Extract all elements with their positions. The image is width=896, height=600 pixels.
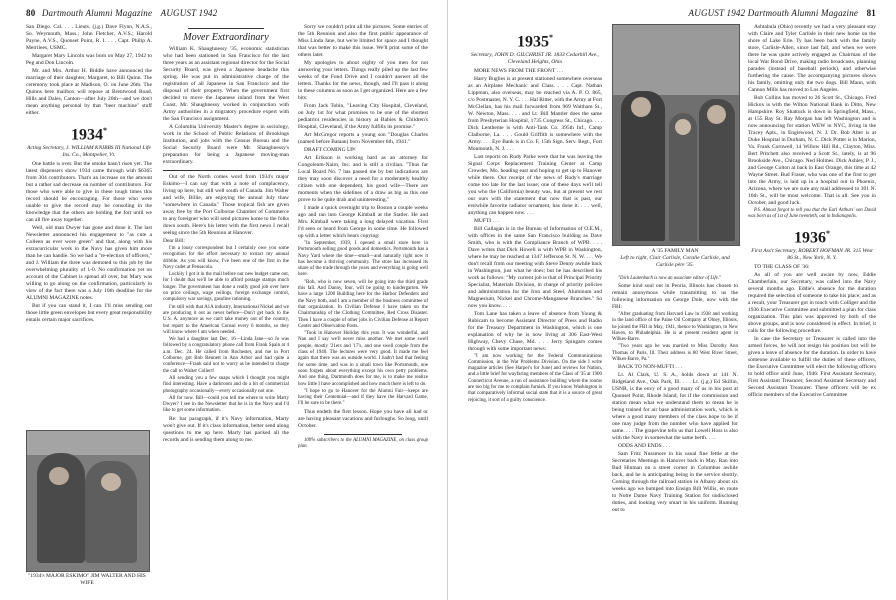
letter-paragraph: "I am now working for the Federal Communications Commission, in the War Problems Division. On the side I write magazine articles (See Harper's for June) and reviews for Nation, and a little brief for wayfaring members of the Class of '35 at 1900 Connecticut Avenue, a run of assistance building where the rooms are too big for me to complain furnish. If you know Washington is that comparatively informal social state that it is a source of great rejoicing, it sort of a guilty conscience. xyxy=(468,353,602,403)
photo-background xyxy=(613,25,739,95)
class-year: 1935 xyxy=(517,33,549,51)
letter-paragraph: I'm a lousy correspondent but I certainly owe you some recognition for the effort necessary to extract my annual dribble. As you will know, I've been one of the first in the Navy cadet at Pensacola. xyxy=(163,246,289,270)
letter-paragraph: "I hope to go to Hanover for the Alumni Fair—keeps are having their Centennial—and if they have the Harvard Game, I'll be sure to be there." xyxy=(298,388,428,407)
paragraph: Re: bar paragraph, if it's Navy information, Marty won't give out. If it's class information, better send along questions to me up here. Marty has packed all the records and is sending them along to me. xyxy=(163,415,289,443)
letter-paragraph: "Two years ago he was married to Miss Dorothy Ann Thomas of Paris, Ill. Their address is 80 West River Street, Wilkes-Barre, Pa." xyxy=(612,344,738,363)
right-running-head xyxy=(683,8,876,18)
paragraph: Last reports on Rudy Parke were that he was leaving the Signal Corps Replacement Training Center at Camp Crowder, Mo. heading east and hoping to get up to Hanover while there. Our receipt of the news of Rudy's marriage come too late for the last issue; one of these days we'll tell you who the (California) beauty was, but at present we rest our ours with the statement that now that is past, our erstwhile favorite radiator ornament, has done it. . . . well, anything can happen now. . . . xyxy=(468,153,602,216)
paragraph: From Jack Tobin, "Leaving City Hospital, Cleveland, on July 1st for what promises to be one of the shortest pediatrics residencies in history at Babies & Children's Hospital, Cleveland, if the Army fulfills its promise." xyxy=(298,103,428,130)
column-6 xyxy=(748,24,876,400)
letter-paragraph: We had a daughter last Dec. 16—Linda Jane—so Jo was followed by a congratulatory phone call from Frank Spain at 4 a.m. Dec. 24. He called from Rochester, and me in Port Colborne, got Bob Bennett in Ann Arbor and had quite a conference—Frank said not to worry as he intended to charge the call to Walter Collect! xyxy=(163,337,289,374)
class-1934-secretary: Acting Secretary, J. WILLIAM KNIBBS III National Life Ins. Co., Montpelier, Vt. xyxy=(27,145,151,158)
letter-paragraph: "Bob, who is now seven, will be going into the third grade this fall. And Danny, four, will be going to kindergarten. We have a large 1200 Building here for the Harbor Defenders and the Navy both, and I am a member of the business committee of that organization. In Civilian Defense I have taken on the Chairmanship of the Clothing Committee, Red Cross Disaster. Then I have a couple of other jobs in Civilian Defense at Report Center and Observation Posts. xyxy=(298,279,428,329)
paragraph: Thus endeth the first lesson. Hope you have all had or are having pleasant vacations and furloughs. So long, until October. xyxy=(298,408,428,429)
paragraph: Bill Gallagan is in the Bureau of Information of O.E.M., with offices in the same San Francisco building as Dave Smith, who is with the Compliance Branch of WPB. . . . Dave writes that Dick Howell is with WPB in Washington, where he may be reached at 1347 Jefferson St. N. W. . . . We don't recall from our meeting with Steve Denny awhile back in Washington, just what he does; but he has described his work as follows: "My current job is that of Principal Priority Specialist, Materials Division, in charge of priority policies and administration for the Iron and Steel, Aluminum and Magnesium, Nickel and Chrome-Manganese Branches." So now you know. . . . xyxy=(468,225,602,309)
left-magazine-title: Dartmouth Alumni Magazine xyxy=(41,8,153,18)
letter-paragraph: "In September, 1939, I opened a small store here in Portsmouth selling good goods and domestics. Portsmouth has a Navy Yard where the time—small—and naturally right now it has become a thriving community. The store has increased its share of the trade through the years and everything is going well here. xyxy=(298,241,428,278)
paragraph: Sam Fritz Nussmore in his usual fine fettle at the Secretaries Meetings in Hanover back in May. Ran into Bud Hinman on a street corner in Columbus awhile back, and he is anticipating being in the service shortly. Coming through the railroad station in Albany about six weeks ago we bumped into Ensign Bill Willis, en route to Notre Dame Navy Training Station for undisclosed duties, and looking very smart in his uniform. Running out to xyxy=(612,451,738,514)
family-photo xyxy=(612,24,740,246)
left-issue-month: AUGUST 1942 xyxy=(160,8,218,18)
family-photo-caption xyxy=(612,248,738,269)
paragraph: But if you can stand it, I can. I'll miss sending out those little green envelopes but every great responsibility entails certain major sacrifices. xyxy=(26,302,152,323)
column-4 xyxy=(468,24,602,405)
column-1 xyxy=(26,24,152,325)
paragraph: I made a quick overnight trip to Boston a couple weeks ago and ran into George Kimball at the Statler. He and Mrs. Kimball were taking a long delayed vacation. First I'd seen or heard from George in some time. He followed up with a letter which bears copying: xyxy=(298,205,428,239)
paragraph: Harry Buglies is at present stationed somewhere overseas as an Airplane Mechanic and Class. . . . Capt. Nathan Lippman, also overseas, may be reached via A. P. O. 865, c/o Postmaster, N. Y. C. . . . Hal Ritter, with the Army at Fort McClellan, has his mail forwarded from 969 Waltham St., W. Newton, Mass. . . . and Lt. Bill Mantler does the same from Presbyterian Hospital, 1735 Congress St., Chicago. . . . Dick Lentheme is with Anti-Tank Co. 395th Inf., Camp Claiborne, La. . . . Gould Griffith is somewhere with the Army. . . . Eye Bank is in Co. F, 15th Sign. Serv. Regt., Fort Monmouth, N. J. . . . xyxy=(468,75,602,152)
paragraph: Art Erikson is working hard as an attorney for Congoleum-Nairn, Inc. and is still a civilian. "Thus far Local Board No. 7 has passed me by but indications are they may soon discover a need for a moderately healthy citizen with one dependent, his good wife—There are moments when the sidelines of a draw as big as this one prove to be quite drab and uninteresting." xyxy=(298,155,428,203)
footnote: "Dick Lautenbach is now an associate editor of Life." xyxy=(618,276,722,281)
class-year: 1934 xyxy=(71,126,103,144)
family-photo-title: A '35 FAMILY MAN xyxy=(651,248,699,254)
paragraph: Margaret Mary Lincoln was born on May 27, 1942 to Peg and Don Lincoln. xyxy=(26,53,152,66)
paragraph: Bob Collins has moved to 26 Scott St., Chicago. Fred Hickox is with the Wilton National Bank in Ditto, New Hampshire. Roy Shattuck is down in Springfield, Mass., at 155 Bay St. Ray Morgan has left Washington and is now announcing for station WEW in NYC, living in the Tracey Apts., in Englewood, N. J. Dr. Bob Alter is at Duke Hospital in Durham, N. C. Dick Potter is in Marion, Va. Frank Cornwell, 14 Willow Hill Rd., Clayton, Miss. Bert Pritchett also received a Scott St., lately, is at 96 Brookside Ave., Chicago. Ned Holmes. Dick Ashley, P. J., and George Colton at back in East Orange, this time at 42 Wayne Street. Bud Fraser, who was one of the first to get into the Army, is laid up in a hospital out in Phoenix, Arizona, where we are sure any mail addressed to 301 N. 16th St., will be most welcome. That is all. See you in October, and good luck. xyxy=(748,95,876,206)
photo-background xyxy=(27,431,149,455)
photo-face xyxy=(707,105,726,124)
paragraph: Well, old man Dwyer has gone and done it. The last Newsletter announced his engagement to "as cute a Colleen as ever wore green" and that, along with his extracurricular work in the Navy has given him more than he can handle. So we had a "re-election of officers," and J. William the three was demoted to this job by the overwhelming plurality of 1-0. No confirmation yet on account of the Cabinet is spread all over, but Mary was willing to go along on the confirmation, particularly in view of the fact there was a July 10th deadline for the ALUMNI MAGAZINE notes. xyxy=(26,224,152,301)
letter-paragraph: All sending you a few snaps which I thought you might find interesting. Have a darkroom and do a bit of commercial photography occasionally—every occasionally not one. xyxy=(163,375,289,394)
subheading: ODDS AND ENDS . . . xyxy=(618,443,670,450)
paragraph: Mr. and Mrs. Arthur H. Biddle have announced the marriage of their daughter, Margaret, to Bill Quinn. The ceremony took place at Madison, O. on June 26th. The Quinns here mailbox will repose at Brentwood Road, Hills and Dales, Canton—after July 20th—and we don't mean anything personal by that "beer machine" stuff either. xyxy=(26,68,152,116)
paragraph: Lt. Al Clark, U. S. A., holds down at 141 N. Ridgeland Ave., Oak Park, Ill. . . . Lt. (j.g.) Ed Skillin, USNR, is the envy of a good many of us in his post at Quonset Point, Rhode Island, for if the commission and station mean what we understand them to mean he is being trained for air base administration work, which is where a good many members of the class hope to be if one may judge from the number who have applied for same. . . . The grapevine tells us that Lowell Hoss is also with the Navy in somewhat the same berth. . . . xyxy=(612,372,738,442)
paragraph: As all of you are well aware by now, Eddie Chamberlain, our Secretary, was called into the Navy several months ago. Eddie's absence for the duration required the selection of someone to take his place; and as a result, your Treasurer got in touch with Colliger and the 1936 Executive Committee and submitted a plan for class organization. This plan was approved by both of the above groups, and is now considered in effect. In brief, it calls for the following procedure. xyxy=(748,271,876,334)
subheading: MORE NEWS FROM THE FRONT . . . xyxy=(474,67,564,74)
footnote: 100% subscribers to the ALUMNI MAGAZINE, on class group plan. xyxy=(298,437,428,449)
photo-face xyxy=(49,467,69,485)
eskimo-photo xyxy=(26,430,150,572)
class-1934-heading: 1934* xyxy=(71,126,107,144)
subheading: BACK TO NON-MUFTI . . . xyxy=(618,364,683,371)
paragraph: San Diego. Cal. . . . Lieuts. (j.g.) Dave Flynn, N.A.S., So. Weymouth, Mass.; John Fletcher, A.V.S.; Harold Payne, A.V.S., Quonset Point, R. I. . . . Capt. Philip A. Merrilees, USMC. xyxy=(26,24,152,51)
class-1936-secretary: First Ass't Secretary, ROBERT HOFMAN JR. 315 West 86 St., New York, N. Y. xyxy=(751,248,873,261)
class-1936-heading: 1936* xyxy=(794,229,830,247)
footnote: P.S. Almost forgot to tell you that the Earl Arthurs' son David was born as of 1st of June twentieth, out in Indianapolis. xyxy=(748,208,876,219)
paragraph: Art McGregor reports a young son "Douglas Charles (named before Bataan) born November 6th, 1941." xyxy=(298,132,428,145)
photo-face xyxy=(675,119,691,135)
paragraph: Some kind soul out in Peoria, Illinois has chosen to remain anonymous while transmitting to us the following information on George Dole, now with the FBI: xyxy=(612,283,738,310)
paragraph: Tom Lane has taken a leave of absence from Young & Rubicam to become Assistant Director of Press and Radio for the Treasury Department in Washington, which is one explanation of why he is now living at 306 East-West Highway, Chevy Chase, Md. . . . Jerry Spingarn comes through with some important news: xyxy=(468,310,602,352)
class-year: 1936 xyxy=(794,229,826,247)
divider xyxy=(324,434,402,435)
letter-paragraph: "Took in Hanover Holiday this year. It was wonderful, and Nan and I say we'll never miss another. We met some swell people, mostly '21ers and '17's, and one swell couple from the class of 1940. The lectures were very good. It made me feel again that there was an outside world. I hadn't had that feeling for some time, and was in a small town like Portsmouth, one soon forgets about everything except his own petty problems. And one thing, Dartmouth does for me, is to make me realize how little I have accomplished and how much there is left to do. xyxy=(298,331,428,387)
right-magazine-title: Dartmouth Alumni Magazine xyxy=(747,8,859,18)
subheading: MUFTI . . . xyxy=(474,217,500,224)
family-photo-caption-text: Left to right, Clair Carlisle, Coralie Carlisle, and Carlisle père '35. xyxy=(620,255,730,268)
left-running-head xyxy=(26,8,217,18)
subheading: DRAFT COMING UP! xyxy=(304,147,356,153)
letter-paragraph: "After graduating from Harvard Law in 1938 and working in the land office of the Paine Oil Company at Olney, Illinois, he joined the FBI in May, 1941, thence to Washington, to New Haven, to Philadelphia. He is at present resident agent in Wilkes-Barre. xyxy=(612,312,738,343)
column-2 xyxy=(163,24,289,445)
column-3 xyxy=(298,24,428,451)
right-issue-month: AUGUST 1942 xyxy=(688,8,746,18)
letter-paragraph: I'm still with that A1A industry, International Nickel and we are producing it out as never before—Don't get back to the U.S. A. anymore as we can't take money out of the country, but report to the American Consul every 6 months, so they will know where I am when needed. xyxy=(163,304,289,335)
paragraph: Sorry we couldn't print all the pictures. Some entries of the 5th Reunion and also the first public appearance of Miss Linda Jane, but we're limited for space and I thought that was better to make this issue. We'll print some of the others later. xyxy=(298,24,428,58)
paragraph: My apologies to about eighty of you men for not answering your letters. Things really piled up the last few weeks of the Fund Drive and I couldn't answer all the letters. Thanks for the news, though, and I'll pass it along in these columns as soon as I get organized. Here are a few bits: xyxy=(298,60,428,101)
right-page-number: 81 xyxy=(866,8,876,18)
class-1935-secretary: Secretary, JOHN D. GILCHRIST JR. 1833 Cedarhill Ave., Cleveland Heights, Ohio xyxy=(470,52,600,65)
subheading: TO THE CLASS OF '36: xyxy=(754,263,810,270)
photo-face xyxy=(101,473,121,491)
paragraph: One battle is over. But the smoke hasn't risen yet. The latest dispensers show 1934 came through with $6365 from 304 contributors. That's an increase on the amount but a rather sad decrease on number of contributors. For those who were able to give in these tough times this record should be encouraging. For those who were unable to give the record may be consoling in the knowledge that the others are holding the fort until we can all fire away together. xyxy=(26,160,152,223)
paragraph: Out of the North comes word from 1934's major Eskimo—I can say that with a note of complacency, living up here, but still well south of Canada. Jim Walter and wife, Billie, are enjoying the annual July thaw "somewhere in Canada." Those tropical fish are given away free by the Port Colborne Chamber of Commerce to any foreigner who will send pictures home to the folks down south. Here's his letter with the first news I recall seeing since the 5th Reunion at Hanover. xyxy=(163,174,289,236)
divider xyxy=(163,170,289,171)
paragraph: William K. Shaughnessy '35, economic statistician who had been stationed in San Francisco for the last three years as an assistant regional director for the Social Security Board, was given a Japanese headache this spring. He was put in administrative charge of the registration of all Japanese in San Francisco and the disposal of their property. When the government first decided to move the Japanese inland from the West Coast, Mr. Shaughnessy worked in conjunction with Army authorities in a migratory procedure expert with the San Francisco assignment. xyxy=(163,46,289,122)
feature-title: Mover Extraordinary xyxy=(183,32,269,43)
photo-face xyxy=(631,97,651,117)
class-1935-heading: 1935* xyxy=(517,33,553,51)
paragraph: Dear Bill: xyxy=(163,238,185,244)
paragraph: Ashtabula (Ohio) recently we had a very pleasant stay with Claire and Tyler Carlisle in their new home on the shore of Lake Erie. Ty has been back with the family store, Carlisle-Allen, since last fall, and when we were there he was quite actively engaged as Chairman of the local War Bond Drive, making radio broadcasts, planning parades (instead of baseball periods), and otherwise furthering the cause. The accompanying pictures shows his family, omitting only the two dogs. Bill Mann, with Cannon Mills has moved to Los Angeles. xyxy=(748,24,876,93)
eskimo-photo-caption: "1934's MAJOR ESKIMO" JIM WALTER AND HIS WIFE xyxy=(28,573,146,586)
letter-paragraph: All for now. Bill—could you tell me where to write Marty Dwyer? I see in the Newsletter that he is in the Navy and I'd like to get some information. xyxy=(163,395,289,414)
left-page-number: 80 xyxy=(26,8,36,18)
column-5 xyxy=(612,276,738,515)
divider xyxy=(188,28,264,29)
letter-paragraph: Luckily I got it in the mail before our new budget came out, for I doubt that we'll be able to afford postage stamps much longer. The government has done a really good job over here on price ceilings, wage ceilings, foreign exchange control, compulsory war savings, gasoline rationing. xyxy=(163,272,289,303)
paragraph: In case the Secretary or Treasurer is called into the armed forces, he will not resign his position but will be given a leave of absence for the duration. In order to have someone available to fulfill the duties of these officers, the Executive Committee will elect the following officers to hold office until June, 1946: First Assistant Secretary, First Assistant Treasurer, Second Assistant Secretary and Second Assistant Treasurer. These officers will be ex officio members of the Executive Committee xyxy=(748,335,876,398)
paragraph: A Columbia University Master's degree in sociology, work in the School of Public Relations of Brookings Institution, and jobs with the Census Bureau and the Social Security Board were Mr. Shaughnessy's preparation for being a Japanese moving-man extraordinary. xyxy=(163,124,289,165)
